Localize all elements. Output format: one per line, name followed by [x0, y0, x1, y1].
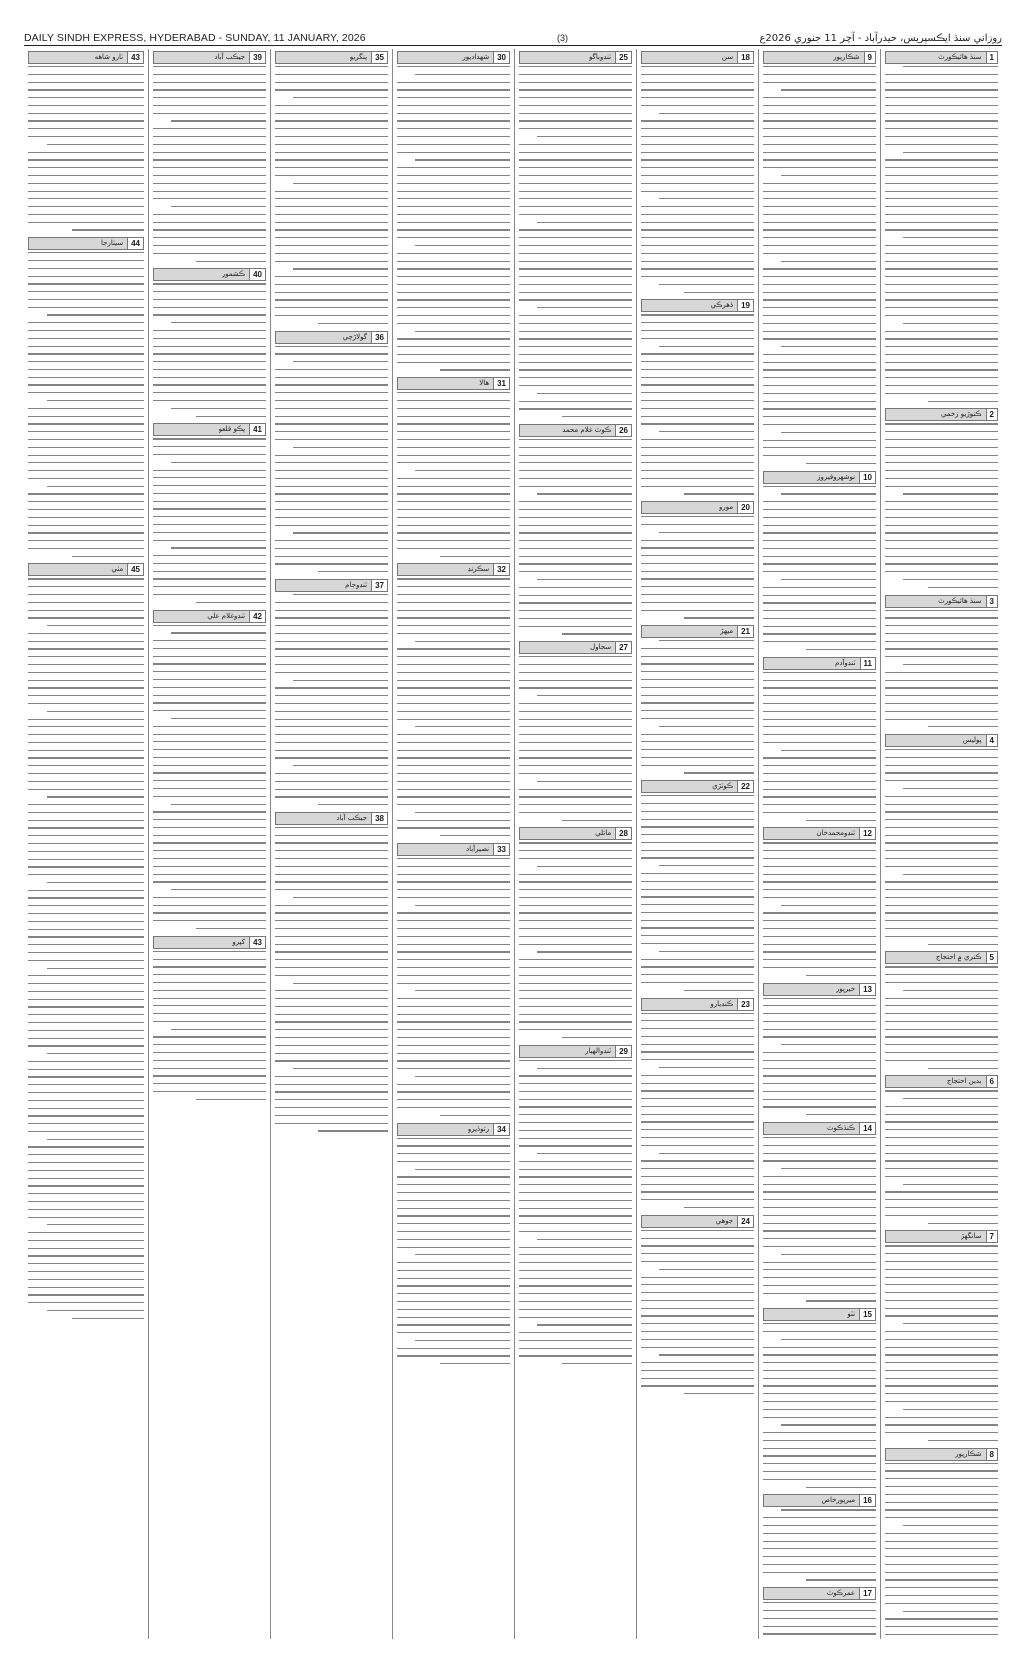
- news-column: [392, 49, 514, 1639]
- story-header: [763, 983, 876, 996]
- masthead-sindhi-title: روزاني سنڌ ايڪسپريس، حيدرآباد - آچر 11 جنوري 2026ع: [759, 32, 1002, 44]
- story-number: 34: [493, 1124, 509, 1135]
- story-header: [153, 423, 266, 436]
- story-number: 14: [859, 1123, 875, 1134]
- story-header: [28, 563, 144, 576]
- story-number: 9: [864, 52, 875, 63]
- story-header: [153, 610, 266, 623]
- story-header: [275, 331, 388, 344]
- story-body: [641, 640, 754, 773]
- story-title: نوشهروفيروز: [817, 472, 856, 481]
- story-body: [397, 392, 510, 557]
- story-number: 1: [986, 52, 997, 63]
- story-header: [885, 1448, 998, 1461]
- story-header: [275, 812, 388, 825]
- story-body: [763, 1323, 876, 1488]
- story-header: [885, 595, 998, 608]
- story-body: [397, 66, 510, 371]
- story-title: سن: [721, 53, 734, 61]
- story-body: [397, 858, 510, 1116]
- story-title: کپرو: [232, 937, 246, 946]
- story-number: 30: [493, 52, 509, 63]
- story-header: [763, 471, 876, 484]
- story-number: 7: [986, 1231, 997, 1242]
- story-header: [519, 827, 632, 840]
- story-number: 4: [986, 735, 997, 746]
- news-column: [270, 49, 392, 1639]
- story-body: [885, 1463, 998, 1639]
- story-number: 11: [860, 658, 875, 669]
- story-title: ٺٽو: [847, 1310, 856, 1319]
- story-number: 31: [493, 378, 509, 389]
- story-header: [885, 51, 998, 64]
- story-title: جوهي: [715, 1216, 734, 1225]
- story-title: جيڪب آباد: [214, 53, 246, 61]
- story-body: [275, 346, 388, 573]
- story-body: [275, 827, 388, 1132]
- story-number: 13: [859, 984, 875, 995]
- page-number: (3): [557, 33, 569, 43]
- story-title: شهدادپور: [462, 53, 490, 61]
- story-title: ڏهرڪي: [710, 301, 734, 310]
- story-header: [763, 1122, 876, 1135]
- story-number: 43: [249, 937, 265, 948]
- news-column: [514, 49, 636, 1639]
- story-header: [641, 1215, 754, 1228]
- story-header: [519, 641, 632, 654]
- story-number: 8: [986, 1449, 997, 1460]
- story-number: 45: [127, 564, 143, 575]
- story-title: سنڌ هائيڪورٽ: [938, 53, 982, 61]
- story-title: عمرڪوٽ: [826, 1589, 856, 1598]
- story-body: [885, 610, 998, 728]
- story-number: 17: [859, 1588, 875, 1599]
- story-header: [641, 51, 754, 64]
- story-body: [763, 66, 876, 464]
- masthead: [24, 31, 1002, 46]
- story-number: 12: [859, 828, 875, 839]
- story-title: خيرپور: [835, 984, 856, 993]
- story-number: 28: [615, 828, 631, 839]
- story-body: [885, 966, 998, 1068]
- story-header: [641, 625, 754, 638]
- story-body: [885, 1245, 998, 1441]
- story-number: 24: [737, 1216, 753, 1227]
- story-title: ٽنڊوجام: [345, 581, 368, 589]
- story-body: [397, 1138, 510, 1365]
- story-header: [885, 734, 998, 747]
- story-body: [885, 66, 998, 402]
- news-column: [148, 49, 270, 1639]
- story-number: 5: [986, 952, 997, 963]
- story-body: [153, 951, 266, 1100]
- story-header: [519, 424, 632, 437]
- story-header: [275, 579, 388, 592]
- story-body: [519, 656, 632, 821]
- story-title: پڪو قلعو: [218, 425, 246, 434]
- story-number: 16: [859, 1495, 875, 1506]
- story-number: 3: [986, 596, 997, 607]
- story-header: [641, 780, 754, 793]
- story-number: 15: [859, 1309, 875, 1320]
- story-title: ميرپورخاص: [821, 1496, 856, 1505]
- story-header: [397, 51, 510, 64]
- story-header: [885, 1075, 998, 1088]
- story-number: 25: [615, 52, 631, 63]
- story-title: سجاول: [590, 643, 612, 652]
- story-body: [763, 1602, 876, 1639]
- story-number: 26: [615, 425, 631, 436]
- story-body: [763, 1509, 876, 1580]
- story-number: 42: [249, 611, 265, 622]
- story-number: 39: [249, 52, 265, 63]
- story-body: [641, 66, 754, 293]
- story-title: ڪوٽڙي: [712, 782, 734, 791]
- story-title: سيٺارجا: [101, 239, 124, 248]
- story-title: سانگهڙ: [960, 1232, 982, 1241]
- story-header: [763, 51, 876, 64]
- story-body: [153, 438, 266, 603]
- story-title: ڪنڊيارو: [710, 999, 734, 1008]
- story-number: 41: [249, 424, 265, 435]
- story-title: ڪشمور: [221, 270, 246, 279]
- story-title: رتوڏيرو: [467, 1124, 490, 1133]
- story-body: [763, 842, 876, 975]
- story-number: 2: [986, 409, 997, 420]
- story-number: 6: [986, 1076, 997, 1087]
- news-columns: [24, 49, 1002, 1639]
- story-title: ڪنوڙيو زخمي: [940, 410, 982, 419]
- story-body: [641, 314, 754, 494]
- story-header: [763, 657, 876, 670]
- story-body: [885, 1090, 998, 1223]
- story-number: 35: [371, 52, 387, 63]
- story-title: ڪنڌڪوٽ: [826, 1124, 856, 1132]
- story-header: [885, 951, 998, 964]
- story-header: [153, 268, 266, 281]
- story-title: ٽنڊومحمدخان: [816, 829, 856, 838]
- story-body: [275, 66, 388, 324]
- story-title: ماتلي: [595, 829, 612, 838]
- story-body: [397, 578, 510, 836]
- story-title: سڪرنڊ: [467, 565, 490, 574]
- news-column: [636, 49, 758, 1639]
- story-number: 27: [615, 642, 631, 653]
- story-body: [519, 842, 632, 1038]
- story-title: شڪارپور: [955, 1449, 982, 1458]
- story-header: [397, 843, 510, 856]
- story-body: [763, 672, 876, 821]
- story-number: 37: [371, 580, 387, 591]
- story-header: [153, 51, 266, 64]
- story-number: 43: [127, 52, 143, 63]
- story-title: ٺارو شاهه: [94, 53, 124, 61]
- story-title: جيڪب آباد: [336, 813, 368, 822]
- story-body: [28, 578, 144, 1318]
- story-body: [641, 1230, 754, 1395]
- story-number: 36: [371, 332, 387, 343]
- story-number: 22: [737, 781, 753, 792]
- story-header: [763, 1308, 876, 1321]
- story-header: [885, 1230, 998, 1243]
- story-header: [885, 408, 998, 421]
- story-body: [885, 423, 998, 588]
- news-column: [880, 49, 1002, 1639]
- story-title: پنگريو: [349, 53, 368, 61]
- story-body: [763, 486, 876, 651]
- story-body: [519, 1060, 632, 1365]
- story-title: مورو: [718, 503, 734, 512]
- story-header: [397, 1123, 510, 1136]
- story-title: پوليس: [962, 736, 982, 745]
- story-title: ٽنڊوآدم: [835, 658, 856, 667]
- story-body: [885, 749, 998, 945]
- story-header: [397, 563, 510, 576]
- masthead-english-title: DAILY SINDH EXPRESS, HYDERABAD - SUNDAY, 11 JANUARY, 2026: [24, 32, 366, 44]
- story-body: [641, 1013, 754, 1209]
- story-title: هالا: [479, 379, 490, 388]
- story-number: 10: [859, 472, 875, 483]
- story-header: [641, 299, 754, 312]
- story-header: [763, 1494, 876, 1507]
- story-title: مٺي: [111, 565, 124, 574]
- story-header: [641, 501, 754, 514]
- story-title: ڪوٽ غلام محمد: [562, 425, 612, 434]
- story-body: [519, 66, 632, 417]
- story-body: [153, 625, 266, 930]
- story-header: [519, 1045, 632, 1058]
- story-body: [763, 998, 876, 1116]
- story-number: 40: [249, 269, 265, 280]
- story-number: 21: [737, 626, 753, 637]
- story-title: ميهڙ: [720, 627, 734, 636]
- story-number: 33: [493, 844, 509, 855]
- story-number: 19: [737, 300, 753, 311]
- story-body: [28, 66, 144, 231]
- story-header: [763, 1587, 876, 1600]
- story-header: [28, 237, 144, 250]
- story-title: ٽنڊوباگو: [588, 53, 612, 61]
- story-body: [641, 795, 754, 991]
- story-title: بدين احتجاج: [946, 1077, 982, 1086]
- news-column: [758, 49, 880, 1639]
- story-title: ٽنڊوالهيار: [585, 1046, 612, 1055]
- story-header: [763, 827, 876, 840]
- story-body: [641, 516, 754, 618]
- story-header: [641, 998, 754, 1011]
- story-title: سنڌ هائيڪورٽ: [938, 596, 982, 605]
- news-column: [24, 49, 148, 1639]
- story-header: [397, 377, 510, 390]
- story-body: [153, 66, 266, 262]
- story-number: 32: [493, 564, 509, 575]
- story-number: 18: [737, 52, 753, 63]
- story-header: [153, 936, 266, 949]
- story-title: شڪارپور: [833, 53, 860, 61]
- story-number: 20: [737, 502, 753, 513]
- story-body: [153, 283, 266, 416]
- story-header: [275, 51, 388, 64]
- story-title: ڪنري ۾ احتجاج: [935, 953, 982, 962]
- story-number: 29: [615, 1046, 631, 1057]
- story-body: [275, 594, 388, 805]
- story-title: گولاڙچي: [342, 332, 368, 341]
- story-header: [28, 51, 144, 64]
- story-number: 44: [127, 238, 143, 249]
- story-title: نصيرآباد: [465, 845, 490, 853]
- story-number: 23: [737, 999, 753, 1010]
- story-title: ٽنڊوغلام علي: [207, 611, 246, 620]
- story-body: [519, 439, 632, 635]
- story-header: [519, 51, 632, 64]
- story-number: 38: [371, 813, 387, 824]
- story-body: [28, 252, 144, 557]
- story-body: [763, 1137, 876, 1302]
